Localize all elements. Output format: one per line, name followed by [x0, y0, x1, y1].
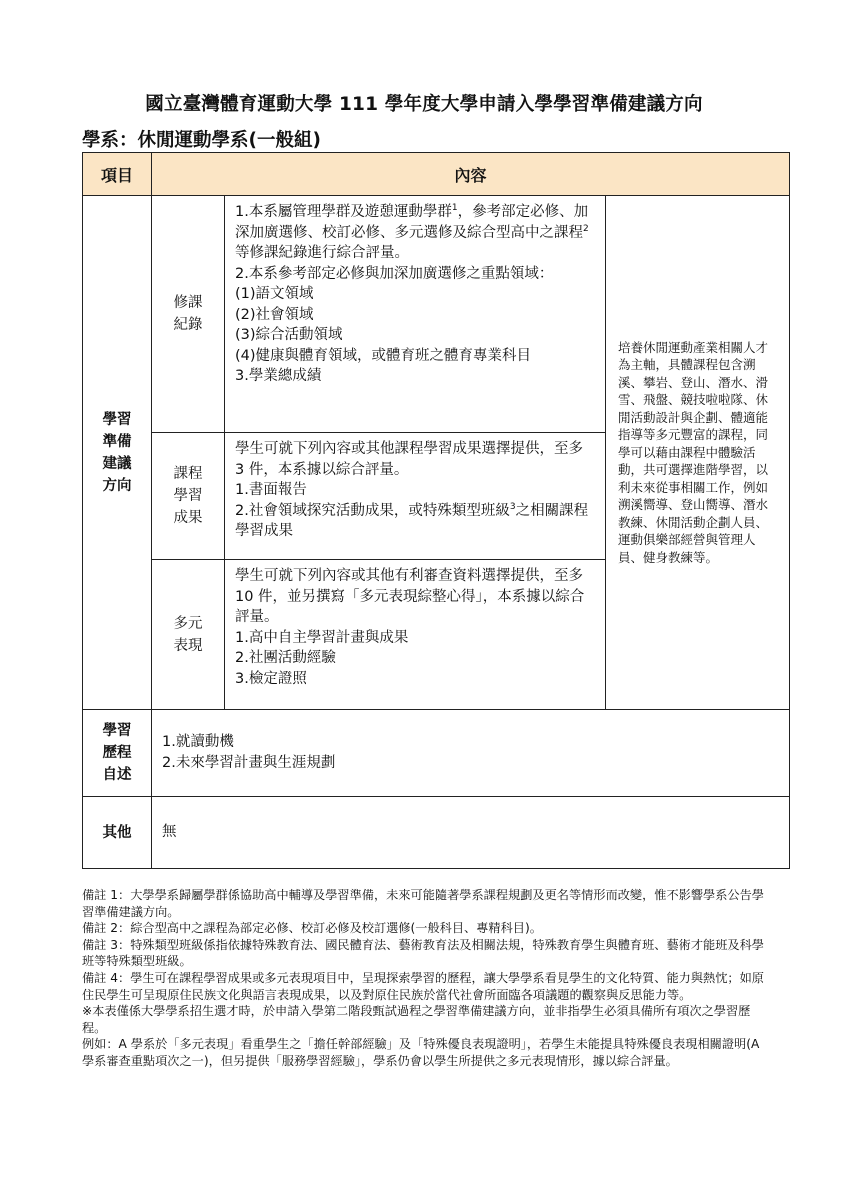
- self-statement-content: [152, 710, 790, 797]
- program-description: 培養休閒運動產業相關人才為主軸，具體課程包含溯溪、攀岩、登山、潛水、滑雪、飛盤、競技啦啦隊、休閒活動設計與企劃、體適能指導等多元豐富的課程，同學可以藉由課程中體驗活動，共可選擇進階學習，以利未來從事相關工作，例如溯溪嚮導、登山嚮導、潛水教練、休閒活動企劃人員、運動俱樂部經營與管理人員、健身教練等。: [606, 196, 790, 710]
- list-item: 3.檢定證照: [235, 670, 307, 687]
- admission-table: [82, 152, 790, 869]
- section-label-self: 學習 歷程 自述: [83, 710, 152, 797]
- header-content: 內容: [152, 153, 790, 196]
- header-item: 項目: [83, 153, 152, 196]
- list-item: 1.就讀動機: [162, 734, 234, 750]
- course-record-line3: 3.學業總成績: [235, 368, 322, 384]
- table-header-row: [83, 153, 790, 196]
- section-label-other: 其他: [83, 797, 152, 869]
- department-label: 學系：休閒運動學系(一般組): [82, 130, 321, 151]
- course-record-line2: 2.本系參考部定必修與加深加廣選修之重點領域：: [235, 265, 554, 282]
- other-value: 無: [152, 797, 790, 869]
- list-item: (1)語文領域: [235, 286, 314, 302]
- course-results-content: [225, 433, 606, 560]
- list-item: (3)綜合活動領域: [235, 327, 343, 343]
- diverse-content: [225, 560, 606, 710]
- list-item: 2.未來學習計畫與生涯規劃: [162, 755, 336, 771]
- footnote: 備註 1：大學學系歸屬學群係協助高中輔導及學習準備，未來可能隨著學系課程規劃及更名等情形而改變，惟不影響學系公告學習準備建議方向。: [82, 888, 764, 919]
- list-item: 1.書面報告: [235, 482, 307, 498]
- footnotes: [82, 887, 772, 1070]
- list-item: 2.社會領域探究活動成果，或特殊類型班級$^3$之相關課程學習成果: [235, 501, 589, 539]
- footnote: 備註 4：學生可在課程學習成果或多元表現項目中，呈現探索學習的歷程，讓大學學系看見學生的文化特質、能力與熱忱；如原住民學生可呈現原住民族文化與語言表現成果，以及對原住民族於當代社會所面臨各項議題的觀察與反思能力等。: [82, 970, 764, 1002]
- table-row: [83, 797, 790, 869]
- table-row: [83, 196, 790, 433]
- sublabel-course-results: 課程 學習 成果: [152, 433, 225, 560]
- list-item: 1.高中自主學習計畫與成果: [235, 629, 409, 646]
- section-label-prep: 學習 準備 建議 方向: [83, 196, 152, 710]
- course-record-line1: 1.本系屬管理學群及遊憩運動學群$^1$，參考部定必修、加深加廣選修、校訂必修、多元選修及綜合型高中之課程$^2$等修課紀錄進行綜合評量。: [235, 203, 589, 261]
- course-record-content: [225, 196, 606, 433]
- list-item: (4)健康與體育領域，或體育班之體育專業科目: [235, 347, 532, 364]
- course-results-intro: 學生可就下列內容或其他課程學習成果選擇提供，至多 3 件，本系據以綜合評量。: [235, 441, 583, 478]
- page-title: 國立臺灣體育運動大學 111 學年度大學申請入學學習準備建議方向: [145, 94, 703, 115]
- footnote: 備註 3：特殊類型班級係指依據特殊教育法、國民體育法、藝術教育法及相關法規，特殊教育學生與體育班、藝術才能班及科學班等特殊類型班級。: [82, 937, 764, 969]
- diverse-intro: 學生可就下列內容或其他有利審查資料選擇提供，至多 10 件，並另撰寫「多元表現綜整心得」，本系據以綜合評量。: [235, 568, 585, 625]
- footnote: ※本表僅係大學學系招生選才時，於申請入學第二階段甄試過程之學習準備建議方向，並非指學生必須具備所有項次之學習歷程。: [82, 1004, 751, 1035]
- sublabel-course-record: 修課 紀錄: [152, 196, 225, 433]
- footnote: 例如：A 學系於「多元表現」看重學生之「擔任幹部經驗」及「特殊優良表現證明」，若學生未能提具特殊優良表現相關證明(A 學系審查重點項次之一)，但另提供「服務學習經驗」，學系仍會以學生所提供之多元表現情形，據以綜合評量。: [82, 1037, 760, 1068]
- list-item: (2)社會領域: [235, 306, 314, 323]
- sublabel-diverse: 多元 表現: [152, 560, 225, 710]
- list-item: 2.社團活動經驗: [235, 650, 336, 666]
- footnote: 備註 2：綜合型高中之課程為部定必修、校訂必修及校訂選修(一般科目、專精科目)。: [82, 921, 542, 936]
- table-row: [83, 710, 790, 797]
